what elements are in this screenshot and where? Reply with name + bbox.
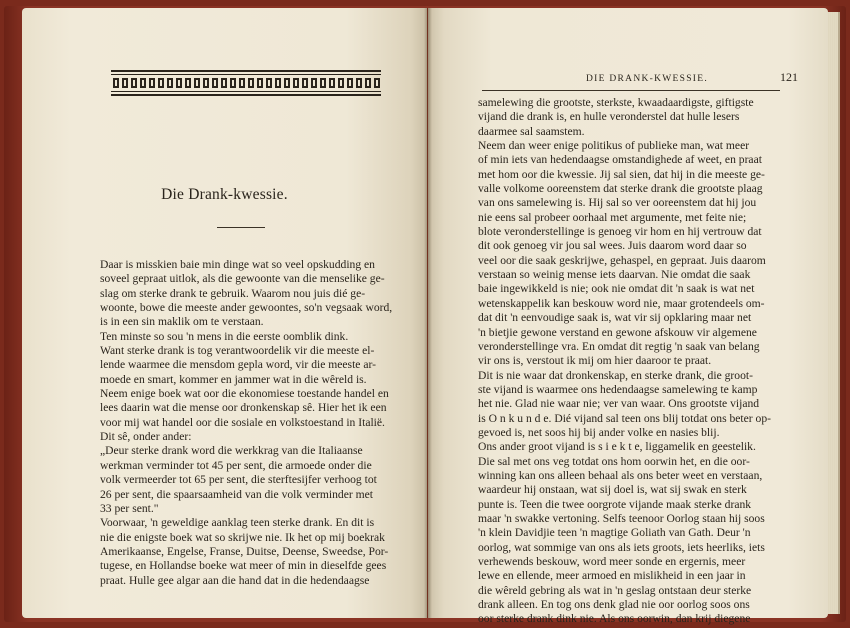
header-rule (482, 90, 780, 91)
text-line: valle volkome ooreenstem dat sterke drank die grootste plaag (478, 182, 763, 196)
page-edges (828, 12, 840, 614)
text-line: veronderstellinge vra. En omdat dit regtig 'n saak van belang (478, 339, 760, 353)
text-line: het nie. Glad nie waar nie; ver van waar. Ons grootste vijand (478, 397, 760, 411)
text-line: drank alleen. En tog ons denk glad nie oor oorlog soos ons (478, 598, 750, 612)
text-line: werkman verminder tot 45 per sent, die armoede onder die (100, 458, 372, 472)
running-head: DIE DRANK-KWESSIE. (585, 74, 709, 84)
text-line: Ons ander groot vijand is s i e k t e, liggamelik en geestelik. (478, 440, 756, 454)
text-line: „Deur sterke drank word die werkkrag van die Italiaanse (100, 444, 363, 458)
text-line: met hom oor die kwessie. Jij sal sien, dat hij in die meeste ge- (478, 167, 765, 181)
text-line: dit ook genoeg vir jou sal wees. Juis daarom word daar so (478, 239, 747, 253)
text-line: Want sterke drank is tog verantwoordelik vir die meeste el- (100, 344, 375, 358)
text-line: samelewing die grootste, sterkste, kwaadaardigste, giftigste (478, 96, 754, 109)
text-line: Dit sê, onder ander: (100, 430, 192, 444)
text-line: of min iets van hedendaagse omstandighede af weet, en praat (478, 153, 762, 167)
left-page-text (100, 258, 400, 588)
text-line: 'n bietjie gewone verstand en gewone afskouw vir algemene (478, 325, 757, 339)
text-line: Ten minste so sou 'n mens in die eerste oomblik dink. (100, 329, 349, 343)
text-line: Die sal met ons veg totdat ons hom oorwin het, en die oor- (478, 454, 750, 468)
text-line: 26 per sent, die spaarsaamheid van die volk verminder met (100, 487, 374, 501)
text-line: is in een sin maklik om te verstaan. (100, 315, 264, 329)
chapter-title: Die Drank-kwessie. (161, 186, 288, 203)
text-line: Voorwaar, 'n geweldige aanklag teen sterke drank. En dit is (100, 516, 375, 530)
text-line: veel oor die saak geskrijwe, gehaspel, en gepraat. Juis daarom (478, 253, 766, 267)
text-line: winning kan ons alleen behaal als ons beter weet en verstaan, (478, 468, 763, 482)
text-line: dat dit 'n eenvoudige saak is, wat vir sij opklaring maar net (478, 311, 752, 325)
left-page (22, 8, 427, 618)
text-line: volk vermeerder tot 65 per sent, die sterftesijfer verhoog tot (100, 473, 377, 487)
text-line: daarmee sal saamstem. (478, 124, 585, 138)
text-line: lees daarin wat die mense oor dronkenskap sê. Hier het ik een (100, 401, 387, 415)
text-line: lewe en ellende, meer armoed en mislikheid in een jaar in (478, 569, 746, 583)
right-page (428, 8, 828, 626)
book-gutter (424, 8, 432, 618)
ornament-band (111, 70, 381, 96)
text-line: nie die enigste boek wat so skrijwe nie. Ik het op mij boekrak (100, 530, 385, 544)
text-line: van ons samelewing is. Hij sal so ver ooreenstem dat hij jou (478, 196, 757, 210)
title-rule (217, 227, 265, 228)
text-line: gevoed is, net soos hij bij ander volke en nasies blij. (478, 425, 720, 439)
page-number: 121 (780, 70, 798, 84)
text-line: 'n klein Davidjie teen 'n magtige Goliath van Gath. Deur 'n (478, 526, 751, 540)
text-line: Amerikaanse, Engelse, Franse, Duitse, Deense, Sweedse, Por- (100, 544, 389, 558)
text-line: lende waarmee die mensdom gepla word, vir die meeste ar- (100, 358, 376, 372)
text-line: verstaan so weinig mense iets daarvan. Nie omdat die saak (478, 268, 751, 282)
text-line: vir ons is, verstout ik mij om hier daaroor te praat. (478, 354, 712, 368)
text-line: soveel gepraat uitlok, als die gewoonte van die menselike ge- (100, 272, 385, 286)
text-line: vijand die drank is, en hulle veronderstel dat hulle lesers (478, 110, 740, 124)
text-line: woonte, bowe die meeste ander gewoontes, so'n vegsaak word, (100, 301, 393, 315)
text-line: tugese, en Hollandse boeke wat meer of min in dieselfde gees (100, 559, 387, 573)
text-line: maar 'n swakke vertoning. Selfs teenoor Oorlog staan hij soos (478, 511, 765, 525)
text-line: oor sterke drank dink nie. Als ons oorwin, dan krij diegene (478, 612, 751, 626)
right-page-text (478, 96, 810, 627)
text-line: 33 per sent." (100, 501, 159, 515)
text-line: moede en smart, kommer en jammer wat in die wêreld is. (100, 372, 367, 386)
text-line: praat. Hulle gee algar aan die hand dat in die hedendaagse (100, 573, 370, 587)
text-line: verhewends beskouw, word meer sonde en ergernis, meer (478, 555, 746, 568)
text-line: die wêreld gebring als wat in 'n geslag ontstaan deur sterke (478, 583, 752, 597)
text-line: slag om sterke drank te gebruik. Waarom nou juis dié ge- (100, 286, 366, 300)
text-line: nie eens sal probeer oorhaal met argumente, met feite nie; (478, 210, 747, 224)
text-line: Daar is misskien baie min dinge wat so veel opskudding en (100, 258, 375, 271)
text-line: blote veronderstellinge is genoeg vir hom en hij vertrouw dat (478, 225, 762, 239)
text-line: wetenskappelik kan beskouw word nie, maar grotendeels om- (478, 296, 765, 310)
text-line: oorlog, wat sommige van ons als iets groots, iets heerliks, iets (478, 540, 765, 554)
text-line: baie ingewikkeld is nie; ook nie omdat dit 'n saak is wat net (478, 282, 755, 296)
text-line: waardeur hij onstaan, wat sij doel is, wat sij swak en sterk (478, 483, 747, 497)
text-line: voor mij wat handel oor die sosiale en volkstoestand in Italië. (100, 415, 385, 429)
text-line: is O n k u n d e. Dié vijand sal teen ons blij totdat ons beter op- (478, 411, 772, 425)
text-line: Dit is nie waar dat dronkenskap, en sterke drank, die groot- (478, 368, 753, 382)
text-line: punte is. Teen die twee oorgrote vijande maak sterke drank (478, 497, 752, 511)
text-line: ste vijand is waarmee ons hedendaagse samelewing te kamp (478, 382, 758, 396)
text-line: Neem dan weer enige politikus of publieke man, wat meer (478, 139, 750, 153)
text-line: Neem enige boek wat oor die ekonomiese toestande handel en (100, 387, 389, 401)
